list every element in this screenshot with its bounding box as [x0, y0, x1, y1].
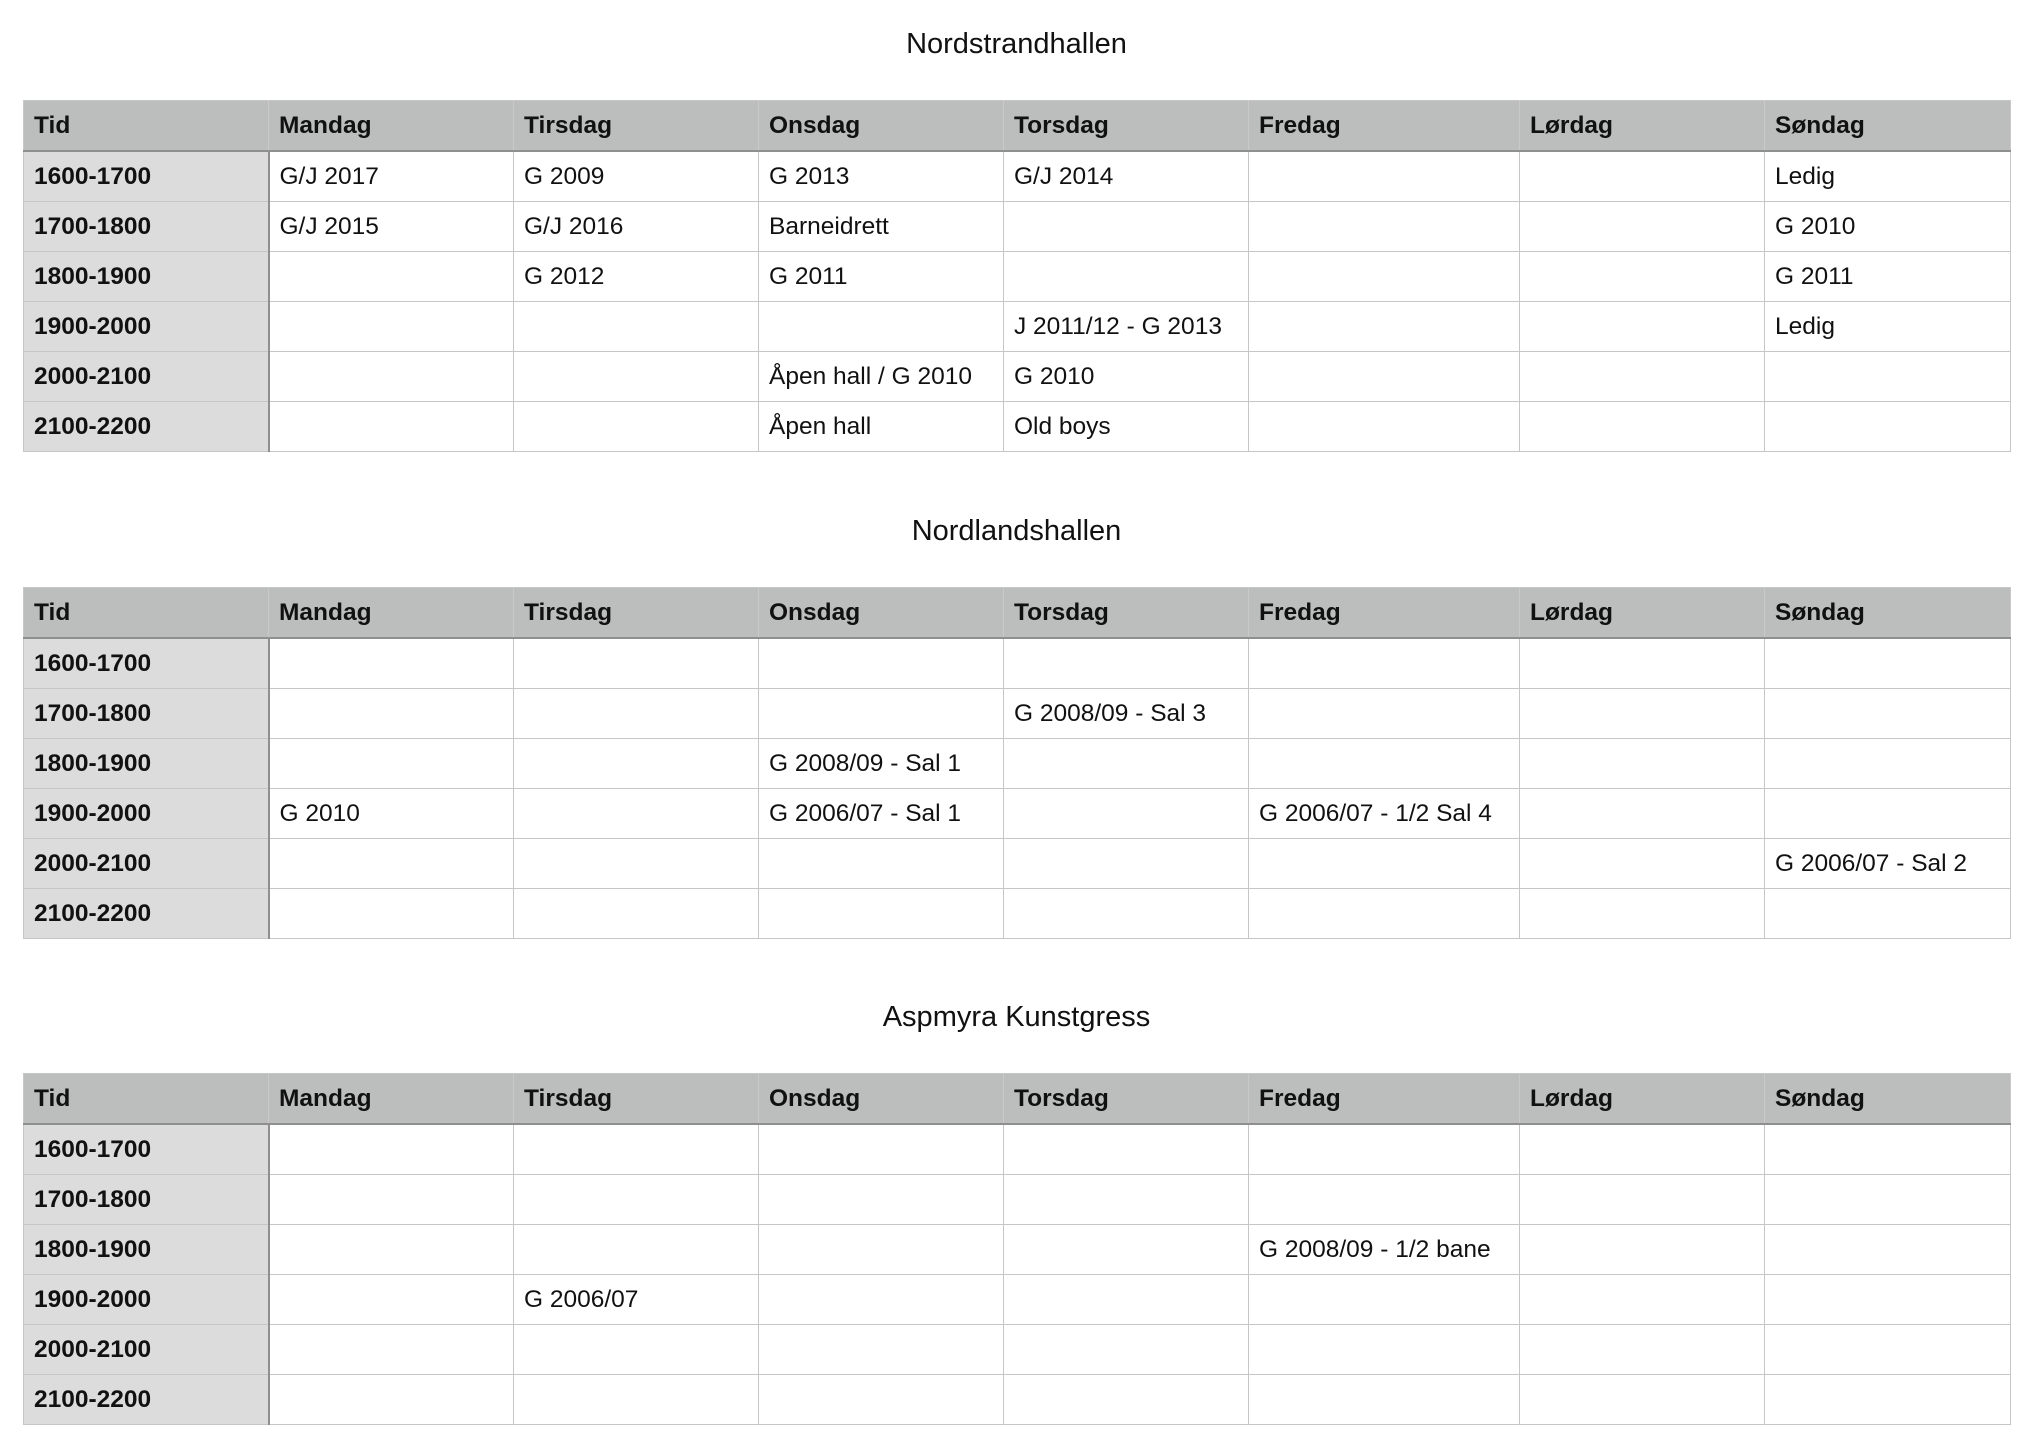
schedule-cell-tirsdag — [514, 638, 759, 689]
table-row — [24, 1175, 2011, 1225]
schedule-cell-lordag — [1520, 1175, 1765, 1225]
schedule-cell-torsdag: G/J 2014 — [1004, 151, 1249, 202]
column-header-mandag: Mandag — [269, 588, 514, 639]
schedule-cell-lordag — [1520, 1375, 1765, 1425]
time-slot-cell: 2100-2200 — [24, 1375, 269, 1425]
schedule-cell-sondag — [1765, 1275, 2011, 1325]
schedule-cell-fredag — [1249, 839, 1520, 889]
schedule-cell-torsdag — [1004, 1375, 1249, 1425]
schedule-cell-sondag: Ledig — [1765, 151, 2011, 202]
schedule-cell-fredag — [1249, 1175, 1520, 1225]
time-slot-cell: 1700-1800 — [24, 1175, 269, 1225]
column-header-tirsdag: Tirsdag — [514, 1074, 759, 1125]
schedule-cell-onsdag: Åpen hall — [759, 402, 1004, 452]
schedule-section — [23, 995, 2010, 1425]
schedule-cell-mandag — [269, 402, 514, 452]
time-slot-cell: 1600-1700 — [24, 638, 269, 689]
schedule-cell-sondag — [1765, 638, 2011, 689]
schedule-cell-lordag — [1520, 1275, 1765, 1325]
schedule-cell-sondag: G 2010 — [1765, 202, 2011, 252]
schedule-cell-fredag — [1249, 689, 1520, 739]
schedule-cell-mandag — [269, 638, 514, 689]
column-header-sondag: Søndag — [1765, 1074, 2011, 1125]
schedule-cell-mandag — [269, 302, 514, 352]
schedule-cell-tirsdag — [514, 839, 759, 889]
schedule-cell-torsdag: J 2011/12 - G 2013 — [1004, 302, 1249, 352]
schedule-cell-mandag — [269, 739, 514, 789]
schedule-cell-lordag — [1520, 252, 1765, 302]
table-row — [24, 1124, 2011, 1175]
venue-title: Nordstrandhallen — [906, 28, 1127, 60]
column-header-tirsdag: Tirsdag — [514, 588, 759, 639]
table-row — [24, 638, 2011, 689]
schedule-cell-tirsdag — [514, 1175, 759, 1225]
schedule-table — [23, 587, 2011, 939]
schedule-cell-mandag: G 2010 — [269, 789, 514, 839]
schedule-cell-mandag — [269, 352, 514, 402]
column-header-lordag: Lørdag — [1520, 101, 1765, 152]
schedule-cell-torsdag — [1004, 638, 1249, 689]
schedule-cell-lordag — [1520, 739, 1765, 789]
schedule-cell-onsdag: G 2011 — [759, 252, 1004, 302]
header-row — [24, 1074, 2011, 1125]
schedule-cell-mandag — [269, 689, 514, 739]
schedule-cell-sondag — [1765, 689, 2011, 739]
schedule-cell-mandag — [269, 1225, 514, 1275]
schedule-cell-tirsdag — [514, 889, 759, 939]
schedule-cell-fredag — [1249, 151, 1520, 202]
schedule-cell-tirsdag: G 2006/07 — [514, 1275, 759, 1325]
column-header-time: Tid — [24, 101, 269, 152]
schedule-cell-onsdag: G 2013 — [759, 151, 1004, 202]
time-slot-cell: 1900-2000 — [24, 1275, 269, 1325]
schedule-cell-lordag — [1520, 1225, 1765, 1275]
schedule-cell-onsdag — [759, 638, 1004, 689]
schedule-cell-tirsdag — [514, 1225, 759, 1275]
schedule-cell-tirsdag — [514, 352, 759, 402]
schedule-cell-tirsdag: G/J 2016 — [514, 202, 759, 252]
schedule-cell-lordag — [1520, 151, 1765, 202]
column-header-sondag: Søndag — [1765, 588, 2011, 639]
table-row — [24, 789, 2011, 839]
time-slot-cell: 2000-2100 — [24, 352, 269, 402]
time-slot-cell: 1900-2000 — [24, 302, 269, 352]
schedule-cell-onsdag: G 2006/07 - Sal 1 — [759, 789, 1004, 839]
schedule-cell-lordag — [1520, 352, 1765, 402]
column-header-lordag: Lørdag — [1520, 1074, 1765, 1125]
schedule-cell-fredag — [1249, 302, 1520, 352]
schedule-cell-sondag — [1765, 402, 2011, 452]
column-header-tirsdag: Tirsdag — [514, 101, 759, 152]
schedule-cell-sondag — [1765, 1225, 2011, 1275]
schedule-cell-onsdag — [759, 689, 1004, 739]
schedule-cell-fredag — [1249, 739, 1520, 789]
schedule-cell-mandag — [269, 1175, 514, 1225]
schedule-cell-fredag — [1249, 1325, 1520, 1375]
time-slot-cell: 1700-1800 — [24, 689, 269, 739]
schedule-cell-fredag — [1249, 352, 1520, 402]
column-header-lordag: Lørdag — [1520, 588, 1765, 639]
schedule-cell-fredag — [1249, 889, 1520, 939]
time-slot-cell: 1600-1700 — [24, 1124, 269, 1175]
schedule-cell-fredag — [1249, 638, 1520, 689]
schedule-cell-sondag: Ledig — [1765, 302, 2011, 352]
schedule-cell-torsdag: Old boys — [1004, 402, 1249, 452]
schedule-cell-lordag — [1520, 202, 1765, 252]
schedule-cell-sondag — [1765, 352, 2011, 402]
column-header-fredag: Fredag — [1249, 1074, 1520, 1125]
schedule-cell-sondag: G 2011 — [1765, 252, 2011, 302]
time-slot-cell: 2100-2200 — [24, 889, 269, 939]
schedule-cell-lordag — [1520, 1124, 1765, 1175]
time-slot-cell: 1800-1900 — [24, 739, 269, 789]
schedule-cell-torsdag: G 2008/09 - Sal 3 — [1004, 689, 1249, 739]
schedule-cell-torsdag — [1004, 1275, 1249, 1325]
schedule-cell-lordag — [1520, 839, 1765, 889]
column-header-onsdag: Onsdag — [759, 1074, 1004, 1125]
column-header-torsdag: Torsdag — [1004, 101, 1249, 152]
schedule-cell-sondag — [1765, 739, 2011, 789]
schedule-cell-mandag — [269, 1325, 514, 1375]
schedule-cell-sondag — [1765, 889, 2011, 939]
schedule-cell-tirsdag — [514, 739, 759, 789]
table-row — [24, 889, 2011, 939]
time-slot-cell: 1800-1900 — [24, 1225, 269, 1275]
schedule-cell-onsdag — [759, 1225, 1004, 1275]
schedule-cell-tirsdag — [514, 1375, 759, 1425]
schedule-table — [23, 1073, 2011, 1425]
schedule-cell-torsdag — [1004, 889, 1249, 939]
schedule-cell-fredag — [1249, 202, 1520, 252]
schedule-cell-fredag — [1249, 1124, 1520, 1175]
schedule-cell-sondag: G 2006/07 - Sal 2 — [1765, 839, 2011, 889]
table-row — [24, 151, 2011, 202]
schedule-section — [23, 509, 2010, 939]
schedule-cell-tirsdag — [514, 302, 759, 352]
column-header-time: Tid — [24, 1074, 269, 1125]
column-header-mandag: Mandag — [269, 1074, 514, 1125]
schedule-cell-onsdag — [759, 1375, 1004, 1425]
schedule-cell-onsdag — [759, 1175, 1004, 1225]
schedule-cell-fredag — [1249, 402, 1520, 452]
time-slot-cell: 1900-2000 — [24, 789, 269, 839]
table-row — [24, 689, 2011, 739]
schedule-cell-fredag — [1249, 252, 1520, 302]
column-header-sondag: Søndag — [1765, 101, 2011, 152]
schedule-table — [23, 100, 2011, 452]
schedule-cell-torsdag — [1004, 1325, 1249, 1375]
header-row — [24, 101, 2011, 152]
table-row — [24, 839, 2011, 889]
header-row — [24, 588, 2011, 639]
schedule-cell-onsdag — [759, 1124, 1004, 1175]
column-header-mandag: Mandag — [269, 101, 514, 152]
schedule-cell-fredag — [1249, 1275, 1520, 1325]
column-header-fredag: Fredag — [1249, 588, 1520, 639]
table-row — [24, 252, 2011, 302]
schedule-cell-torsdag — [1004, 202, 1249, 252]
schedule-cell-onsdag — [759, 1275, 1004, 1325]
schedule-cell-lordag — [1520, 638, 1765, 689]
schedule-cell-fredag — [1249, 1375, 1520, 1425]
schedule-cell-lordag — [1520, 1325, 1765, 1375]
schedule-cell-torsdag — [1004, 789, 1249, 839]
schedule-cell-sondag — [1765, 789, 2011, 839]
schedule-cell-sondag — [1765, 1325, 2011, 1375]
schedule-section — [23, 22, 2010, 452]
schedule-cell-torsdag — [1004, 1175, 1249, 1225]
schedule-cell-tirsdag: G 2012 — [514, 252, 759, 302]
time-slot-cell: 1700-1800 — [24, 202, 269, 252]
column-header-time: Tid — [24, 588, 269, 639]
table-row — [24, 1375, 2011, 1425]
time-slot-cell: 2000-2100 — [24, 839, 269, 889]
schedule-cell-lordag — [1520, 789, 1765, 839]
schedule-cell-onsdag — [759, 1325, 1004, 1375]
schedule-cell-mandag — [269, 252, 514, 302]
schedule-cell-torsdag — [1004, 739, 1249, 789]
schedule-cell-lordag — [1520, 689, 1765, 739]
schedule-cell-torsdag: G 2010 — [1004, 352, 1249, 402]
schedule-cell-torsdag — [1004, 1124, 1249, 1175]
column-header-torsdag: Torsdag — [1004, 588, 1249, 639]
venue-title: Aspmyra Kunstgress — [882, 1001, 1151, 1033]
table-row — [24, 1325, 2011, 1375]
table-row — [24, 302, 2011, 352]
schedule-cell-onsdag — [759, 302, 1004, 352]
schedule-cell-mandag: G/J 2017 — [269, 151, 514, 202]
schedule-cell-tirsdag — [514, 689, 759, 739]
column-header-fredag: Fredag — [1249, 101, 1520, 152]
table-row — [24, 352, 2011, 402]
schedule-cell-sondag — [1765, 1124, 2011, 1175]
schedule-cell-mandag — [269, 1124, 514, 1175]
table-row — [24, 1275, 2011, 1325]
table-row — [24, 402, 2011, 452]
column-header-onsdag: Onsdag — [759, 101, 1004, 152]
schedule-cell-onsdag: Barneidrett — [759, 202, 1004, 252]
column-header-onsdag: Onsdag — [759, 588, 1004, 639]
table-row — [24, 202, 2011, 252]
schedule-cell-tirsdag: G 2009 — [514, 151, 759, 202]
table-row — [24, 739, 2011, 789]
schedule-cell-lordag — [1520, 302, 1765, 352]
schedule-cell-mandag — [269, 1275, 514, 1325]
schedule-cell-tirsdag — [514, 1124, 759, 1175]
schedule-cell-mandag — [269, 1375, 514, 1425]
schedule-cell-onsdag: Åpen hall / G 2010 — [759, 352, 1004, 402]
venue-title: Nordlandshallen — [911, 515, 1122, 547]
schedule-cell-torsdag — [1004, 839, 1249, 889]
schedule-cell-sondag — [1765, 1375, 2011, 1425]
schedule-cell-torsdag — [1004, 252, 1249, 302]
schedule-cell-tirsdag — [514, 402, 759, 452]
schedule-cell-torsdag — [1004, 1225, 1249, 1275]
schedule-cell-onsdag — [759, 889, 1004, 939]
schedule-cell-onsdag: G 2008/09 - Sal 1 — [759, 739, 1004, 789]
schedule-cell-tirsdag — [514, 1325, 759, 1375]
time-slot-cell: 1600-1700 — [24, 151, 269, 202]
schedule-cell-tirsdag — [514, 789, 759, 839]
time-slot-cell: 1800-1900 — [24, 252, 269, 302]
schedule-cell-mandag — [269, 889, 514, 939]
schedule-cell-mandag: G/J 2015 — [269, 202, 514, 252]
time-slot-cell: 2100-2200 — [24, 402, 269, 452]
schedule-cell-fredag: G 2006/07 - 1/2 Sal 4 — [1249, 789, 1520, 839]
schedule-cell-fredag: G 2008/09 - 1/2 bane — [1249, 1225, 1520, 1275]
schedule-cell-sondag — [1765, 1175, 2011, 1225]
schedule-cell-lordag — [1520, 889, 1765, 939]
table-row — [24, 1225, 2011, 1275]
time-slot-cell: 2000-2100 — [24, 1325, 269, 1375]
column-header-torsdag: Torsdag — [1004, 1074, 1249, 1125]
schedule-cell-lordag — [1520, 402, 1765, 452]
schedule-cell-mandag — [269, 839, 514, 889]
schedule-cell-onsdag — [759, 839, 1004, 889]
